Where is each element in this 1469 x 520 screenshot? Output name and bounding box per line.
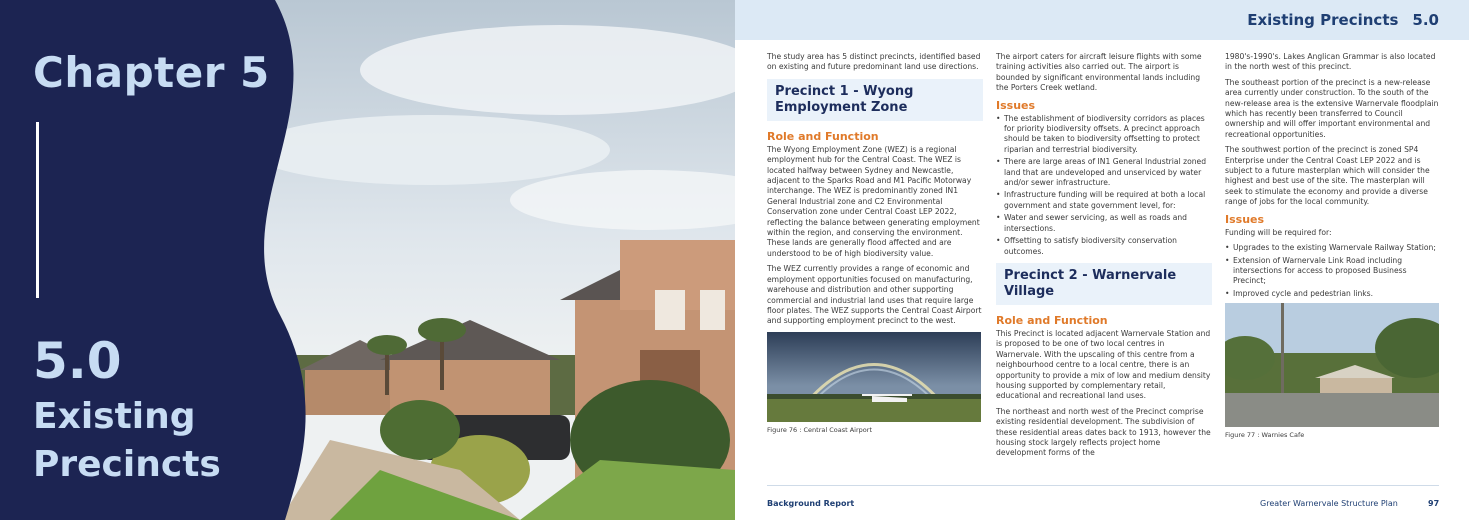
footer-plan-name: Greater Warnervale Structure Plan: [1260, 499, 1398, 508]
warnervale-paragraph-1: This Precinct is located adjacent Warnervale Station and is proposed to be one of two local centres in Warnervale. With the upscaling of this centre from a neighbourhood centre to a local centre, there is an opportunity to provide a mix of low and medium density housing supported by complementary retail, educational and recreational land uses.: [996, 328, 1211, 401]
issue-item: • There are large areas of IN1 General Industrial zoned land that are undeveloped and unserviced by water and/or sewer infrastructure.: [996, 157, 1212, 188]
airport-photo: [767, 332, 981, 422]
footer-report-name: Background Report: [767, 499, 855, 508]
vertical-divider: [36, 122, 39, 298]
chapter-label: Chapter 5: [33, 48, 270, 97]
issue-item: • Water and sewer servicing, as well as roads and intersections.: [996, 213, 1212, 234]
wez-paragraph-1: The Wyong Employment Zone (WEZ) is a regional employment hub for the Central Coast. The WEZ is located halfway between Sydney and Newcastle, adjacent to the Sparks Road and M1 Pacific Motorway interchange. The WEZ is predominantly zoned IN1 General Industrial zone and C2 Environmental Conservation zone under Central Coast LEP 2022, reflecting the balance between generating employment within the region, and conserving the environment. These lands are generally flood affected and are understood to be of high biodiversity value.: [767, 144, 980, 258]
southeast-paragraph: The southeast portion of the precinct is a new-release area currently under construction. To the south of the new-release area is the extensive Warnervale floodplain which has recently been transferred to Council ownership and will offer important environmental and recreational opportunities.: [1225, 77, 1439, 139]
precinct-2-heading-box: [996, 263, 1212, 305]
precinct-1-heading-box: [767, 79, 983, 121]
page-number: 97: [1428, 499, 1440, 508]
figure-77-caption: Figure 77 : Warnies Cafe: [1225, 431, 1305, 440]
issue-item: • Improved cycle and pedestrian links.: [1225, 289, 1441, 299]
column-2: [996, 52, 1212, 464]
footer-divider: [767, 485, 1439, 486]
warnervale-paragraph-2: The northeast and north west of the Precinct comprise existing residential development. The subdivision of these residential areas dates back to 1913, however the housing stock largely reflects project home development forms of the: [996, 406, 1211, 458]
header-section-number: 5.0: [1412, 11, 1439, 29]
cafe-photo: [1225, 303, 1439, 427]
issue-item: • Extension of Warnervale Link Road including intersections for access to proposed Business Precinct;: [1225, 256, 1441, 287]
issue-item: • Offsetting to satisfy biodiversity conservation outcomes.: [996, 236, 1212, 257]
role-function-heading: Role and Function: [996, 313, 1108, 327]
precinct-1-issues-list: [996, 114, 1212, 257]
header-section-name: Existing Precincts: [1247, 11, 1399, 29]
page-header: [735, 0, 1469, 40]
content-page: [735, 0, 1469, 520]
issues-heading: Issues: [996, 98, 1036, 112]
column-1: [767, 52, 983, 435]
airport-paragraph: The airport caters for aircraft leisure flights with some training activities also carried out. The airport is bounded by significant environmental lands including the Porters Creek wetland.: [996, 52, 1202, 93]
intro-paragraph: The study area has 5 distinct precincts, identified based on existing and future predominant land use directions.: [767, 52, 981, 72]
precinct-2-issues-list: [1225, 243, 1441, 299]
wez-paragraph-2: The WEZ currently provides a range of economic and employment opportunities focused on manufacturing, warehouse and distribution and other supporting commercial and industrial land uses that require large floor plates. The WEZ supports the Central Coast Airport and supporting employment precinct to the west.: [767, 264, 982, 326]
issue-item: • Infrastructure funding will be required at both a local government and state government level, for:: [996, 190, 1212, 211]
figure-76-caption: Figure 76 : Central Coast Airport: [767, 425, 872, 434]
issues-heading: Issues: [1225, 212, 1265, 226]
issue-item: • Upgrades to the existing Warnervale Railway Station;: [1225, 243, 1441, 253]
chapter-number: 5.0: [33, 332, 122, 390]
header-title: [1247, 11, 1439, 29]
precinct-2-title: Precinct 2 - Warnervale Village: [1004, 267, 1177, 299]
chapter-title: Existing Precincts: [33, 396, 221, 485]
issue-item: • The establishment of biodiversity corridors as places for priority biodiversity offsets. A precinct approach should be taken to biodiversity offsetting to protect riparian and terrestrial biodiversity.: [996, 114, 1212, 156]
grammar-paragraph: 1980's-1990's. Lakes Anglican Grammar is also located in the north west of this precinct.: [1225, 52, 1436, 72]
column-3: [1225, 52, 1441, 440]
role-function-heading: Role and Function: [767, 129, 879, 143]
funding-intro: Funding will be required for:: [1225, 227, 1332, 237]
southwest-paragraph: The southwest portion of the precinct is zoned SP4 Enterprise under the Central Coast LEP 2022 and is subject to a future masterplan which will consider the highest and best use of the site. The masterplan will seek to stimulate the economy and provide a diverse range of jobs for the local community.: [1225, 145, 1430, 207]
precinct-1-title: Precinct 1 - Wyong Employment Zone: [775, 83, 914, 115]
